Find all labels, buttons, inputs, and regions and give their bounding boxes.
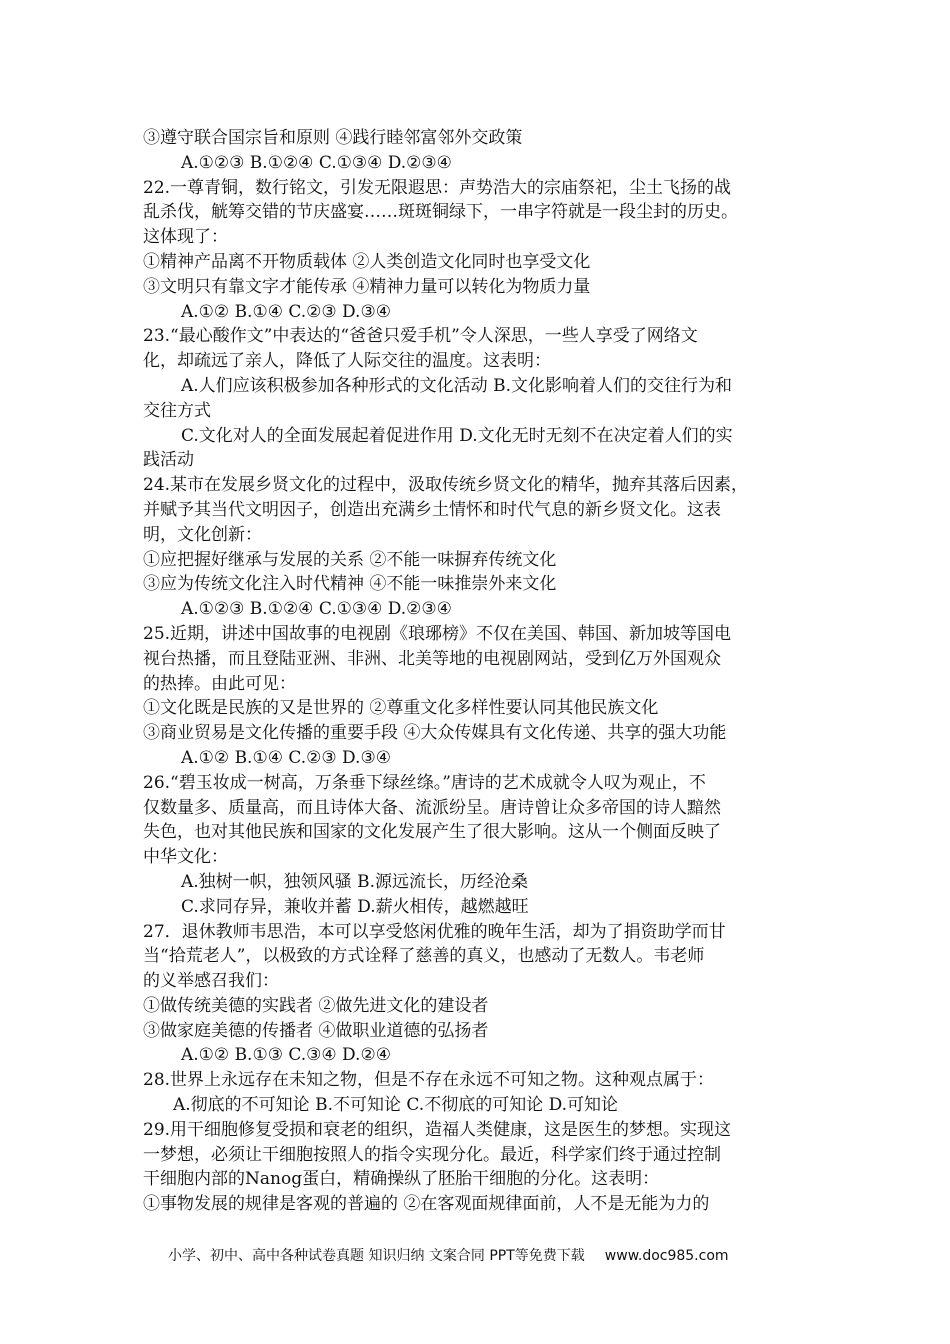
text-line: 这体现了： [143, 227, 228, 248]
text-line: 23.“最心酸作文”中表达的“爸爸只爱手机”令人深思，一些人享受了网络文 [143, 326, 698, 347]
text-line: ③遵守联合国宗旨和原则 ④践行睦邻富邻外交政策 [143, 128, 523, 148]
text-line: 明，文化创新： [143, 524, 262, 545]
text-line: A.①②③ B.①②④ C.①③④ D.②③④ [181, 152, 452, 173]
text-line: C.文化对人的全面发展起着促进作用 D.文化无时无刻不在决定着人们的实 [181, 425, 733, 446]
text-line: 失色，也对其他民族和国家的文化发展产生了很大影响。这从一个侧面反映了 [143, 822, 721, 843]
text-line: ③做家庭美德的传播者 ④做职业道德的弘扬者 [143, 1020, 489, 1041]
text-line: 践活动 [143, 450, 194, 471]
text-line: A.彻底的不可知论 B.不可知论 C.不彻底的可知论 D.可知论 [173, 1095, 619, 1116]
text-line: 交往方式 [143, 400, 211, 421]
text-line: ①事物发展的规律是客观的普遍的 ②在客观面规律面前，人不是无能为力的 [143, 1194, 710, 1215]
text-line: 的热捧。由此可见： [143, 673, 296, 694]
text-line: 22.一尊青铜，数行铭文，引发无限遐思：声势浩大的宗庙祭祀，尘土飞扬的战 [143, 177, 732, 198]
footer-url: www.doc985.com [604, 1248, 729, 1264]
text-line: ③商业贸易是文化传播的重要手段 ④大众传媒具有文化传递、共享的强大功能 [143, 723, 727, 744]
text-line: A.①② B.①④ C.②③ D.③④ [181, 301, 391, 322]
text-line: 并赋予其当代文明因子，创造出充满乡土情怀和时代气息的新乡贤文化。这表 [143, 499, 721, 520]
text-line: 化，却疏远了亲人，降低了人际交往的温度。这表明： [143, 351, 551, 372]
text-line: C.求同存异，兼收并蓄 D.薪火相传，越燃越旺 [181, 896, 529, 917]
text-line: ①文化既是民族的又是世界的 ②尊重文化多样性要认同其他民族文化 [143, 698, 659, 719]
text-line: 当“拾荒老人”，以极致的方式诠释了慈善的真义，也感动了无数人。韦老师 [143, 946, 705, 967]
page-footer [168, 1245, 808, 1265]
text-line: ①精神产品离不开物质载体 ②人类创造文化同时也享受文化 [143, 251, 591, 272]
text-line: 24.某市在发展乡贤文化的过程中，汲取传统乡贤文化的精华，抛弃其落后因素， [143, 475, 749, 496]
text-line: 乱杀伐，觥筹交错的节庆盛宴……斑斑铜绿下，一串字符就是一段尘封的历史。 [143, 202, 738, 223]
text-line: 一梦想，必须让干细胞按照人的指令实现分化。最近，科学家们终于通过控制 [143, 1144, 721, 1165]
text-line: 29.用干细胞修复受损和衰老的组织，造福人类健康，这是医生的梦想。实现这 [143, 1119, 732, 1140]
text-line: 视台热播，而且登陆亚洲、非洲、北美等地的电视剧网站，受到亿万外国观众 [143, 648, 721, 669]
text-line: 25.近期，讲述中国故事的电视剧《琅琊榜》不仅在美国、韩国、新加坡等国电 [143, 623, 732, 644]
document-body [143, 126, 813, 1217]
text-line: 中华文化： [143, 847, 228, 868]
text-line: A.①② B.①③ C.③④ D.②④ [181, 1045, 391, 1066]
footer-text: 小学、初中、高中各种试卷真题 知识归纳 文案合同 PPT等免费下载 [168, 1248, 585, 1264]
text-line: 干细胞内部的Nanog蛋白，精确操纵了胚胎干细胞的分化。这表明： [143, 1169, 660, 1190]
text-line: ③文明只有靠文字才能传承 ④精神力量可以转化为物质力量 [143, 276, 591, 297]
text-line: ①应把握好继承与发展的关系 ②不能一味摒弃传统文化 [143, 549, 557, 570]
text-line: ①做传统美德的实践者 ②做先进文化的建设者 [143, 995, 489, 1016]
text-line: A.人们应该积极参加各种形式的文化活动 B.文化影响着人们的交往行为和 [181, 375, 732, 396]
text-line: ③应为传统文化注入时代精神 ④不能一味推崇外来文化 [143, 574, 557, 595]
text-line: A.①② B.①④ C.②③ D.③④ [181, 747, 391, 768]
text-line: 28.世界上永远存在未知之物，但是不存在永远不可知之物。这种观点属于： [143, 1070, 715, 1091]
text-line: 的义举感召我们： [143, 971, 279, 992]
text-line: 27．退休教师韦思浩，本可以享受悠闲优雅的晚年生活，却为了捐资助学而甘 [143, 921, 726, 942]
text-line: 26.“碧玉妆成一树高，万条垂下绿丝绦。”唐诗的艺术成就令人叹为观止，不 [143, 772, 706, 793]
text-line: A.独树一帜，独领风骚 B.源远流长，历经沧桑 [181, 871, 528, 892]
text-line: A.①②③ B.①②④ C.①③④ D.②③④ [181, 599, 452, 620]
text-line: 仅数量多、质量高，而且诗体大备、流派纷呈。唐诗曾让众多帝国的诗人黯然 [143, 797, 721, 818]
